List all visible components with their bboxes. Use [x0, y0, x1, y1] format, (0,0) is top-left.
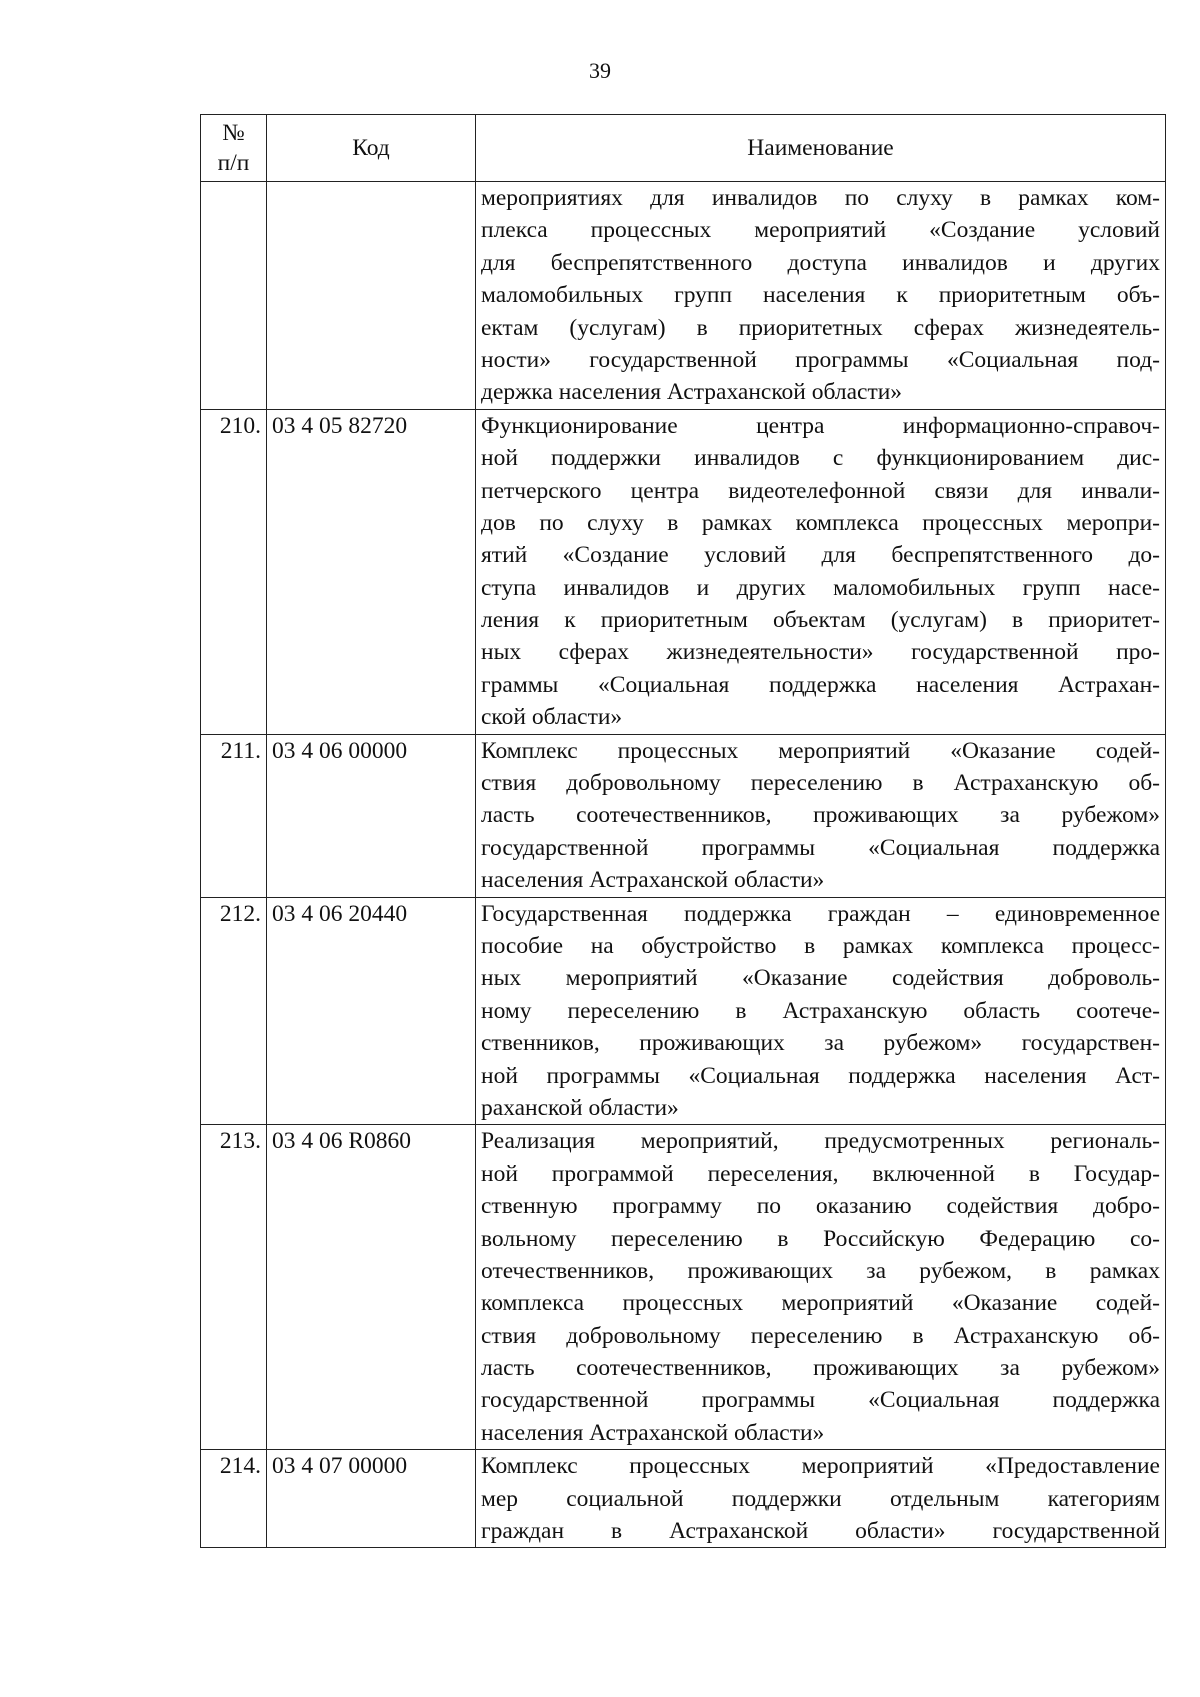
row-name-line: ступа инвалидов и других маломобильных групп насе- [481, 574, 1160, 601]
table-body [201, 182, 1166, 1548]
row-number [201, 182, 267, 410]
row-name-line: мероприятиях для инвалидов по слуху в рамках ком- [481, 185, 1160, 211]
row-code: 03 4 06 R0860 [267, 1125, 476, 1450]
row-name-line: ной программы «Социальная поддержка населения Аст- [481, 1062, 1160, 1089]
row-name-line: ности» государственной программы «Социальная под- [481, 346, 1160, 373]
row-name-line: ления к приоритетным объектам (услугам) в приоритет- [481, 607, 1160, 634]
table-row [201, 409, 1166, 734]
row-name [476, 734, 1166, 897]
row-name-line: пособие на обустройство в рамках комплекса процесс- [481, 932, 1160, 959]
row-name [476, 897, 1166, 1125]
row-name-text [481, 182, 1160, 409]
classifier-table [200, 114, 1166, 1548]
table-row [201, 734, 1166, 897]
table-row [201, 1125, 1166, 1450]
table-row [201, 182, 1166, 410]
row-name-line: ласть соотечественников, проживающих за рубежом» [481, 802, 1160, 829]
row-name [476, 409, 1166, 734]
row-name-line: держка населения Астраханской области» [481, 379, 903, 406]
row-number: 211. [201, 734, 267, 897]
row-name-line: комплекса процессных мероприятий «Оказание содей- [481, 1290, 1160, 1317]
row-name-line: вольному переселению в Российскую Федерацию со- [481, 1225, 1160, 1252]
row-name [476, 1450, 1166, 1548]
row-name-line: населения Астраханской области» [481, 1419, 825, 1446]
row-name-line: ствия добровольному переселению в Астраханскую об- [481, 1322, 1160, 1349]
row-name-line: Комплекс процессных мероприятий «Предоставление [481, 1453, 1160, 1480]
row-code: 03 4 06 00000 [267, 734, 476, 897]
table-header-row [201, 115, 1166, 182]
row-name-line: ственников, проживающих за рубежом» государствен- [481, 1030, 1160, 1057]
page-number: 39 [589, 58, 611, 83]
row-code [267, 182, 476, 410]
row-name-line: ной программой переселения, включенной в Государ- [481, 1160, 1160, 1187]
row-name-text [481, 1450, 1160, 1547]
header-code [267, 115, 476, 182]
row-code: 03 4 05 82720 [267, 409, 476, 734]
row-name [476, 182, 1166, 410]
row-name-text [481, 898, 1160, 1125]
row-name-line: ской области» [481, 704, 623, 731]
row-name-line: государственной программы «Социальная поддержка [481, 1387, 1160, 1414]
row-name-line: Реализация мероприятий, предусмотренных региональ- [481, 1128, 1160, 1155]
header-num-label: № п/п [217, 120, 250, 176]
row-code: 03 4 07 00000 [267, 1450, 476, 1548]
row-name-line: ной поддержки инвалидов с функционированием дис- [481, 445, 1160, 472]
row-name-line: дов по слуху в рамках комплекса процессных меропри- [481, 509, 1160, 536]
row-name-line: раханской области» [481, 1094, 679, 1121]
header-code-label: Код [352, 135, 390, 161]
row-name-text [481, 1125, 1160, 1449]
row-code: 03 4 06 20440 [267, 897, 476, 1125]
row-name-line: для беспрепятственного доступа инвалидов и других [481, 249, 1160, 276]
row-name [476, 1125, 1166, 1450]
row-name-line: ных сферах жизнедеятельности» государственной про- [481, 639, 1160, 666]
row-name-line: петчерского центра видеотелефонной связи для инвали- [481, 477, 1160, 504]
row-name-line: плекса процессных мероприятий «Создание условий [481, 217, 1160, 244]
table-row [201, 897, 1166, 1125]
row-name-line: населения Астраханской области» [481, 867, 825, 894]
row-name-line: государственной программы «Социальная поддержка [481, 834, 1160, 861]
row-name-line: граммы «Социальная поддержка населения Астрахан- [481, 671, 1160, 698]
row-number: 214. [201, 1450, 267, 1548]
row-name-line: граждан в Астраханской области» государственной [481, 1518, 1160, 1545]
row-name-line: ласть соотечественников, проживающих за рубежом» [481, 1355, 1160, 1382]
row-name-line: ному переселению в Астраханскую область соотече- [481, 997, 1160, 1024]
row-name-line: ектам (услугам) в приоритетных сферах жизнедеятель- [481, 314, 1160, 341]
row-name-line: ствия добровольному переселению в Астраханскую об- [481, 770, 1160, 797]
row-name-text [481, 735, 1160, 897]
row-name-line: ственную программу по оказанию содействия добро- [481, 1193, 1160, 1220]
row-name-line: отечественников, проживающих за рубежом, в рамках [481, 1257, 1160, 1284]
table-row [201, 1450, 1166, 1548]
row-number: 212. [201, 897, 267, 1125]
row-name-line: мер социальной поддержки отдельным категориям [481, 1485, 1160, 1512]
row-name-line: Функционирование центра информационно-справоч- [481, 412, 1160, 439]
row-name-line: Государственная поддержка граждан – единовременное [481, 900, 1160, 927]
row-name-line: Комплекс процессных мероприятий «Оказание содей- [481, 737, 1160, 764]
header-name-label: Наименование [747, 135, 894, 161]
row-name-line: ятий «Создание условий для беспрепятственного до- [481, 542, 1160, 569]
header-num [201, 115, 267, 182]
header-name [476, 115, 1166, 182]
row-name-line: маломобильных групп населения к приоритетным объ- [481, 282, 1160, 309]
row-number: 210. [201, 409, 267, 734]
row-name-text [481, 410, 1160, 734]
row-number: 213. [201, 1125, 267, 1450]
row-name-line: ных мероприятий «Оказание содействия доброволь- [481, 965, 1160, 992]
